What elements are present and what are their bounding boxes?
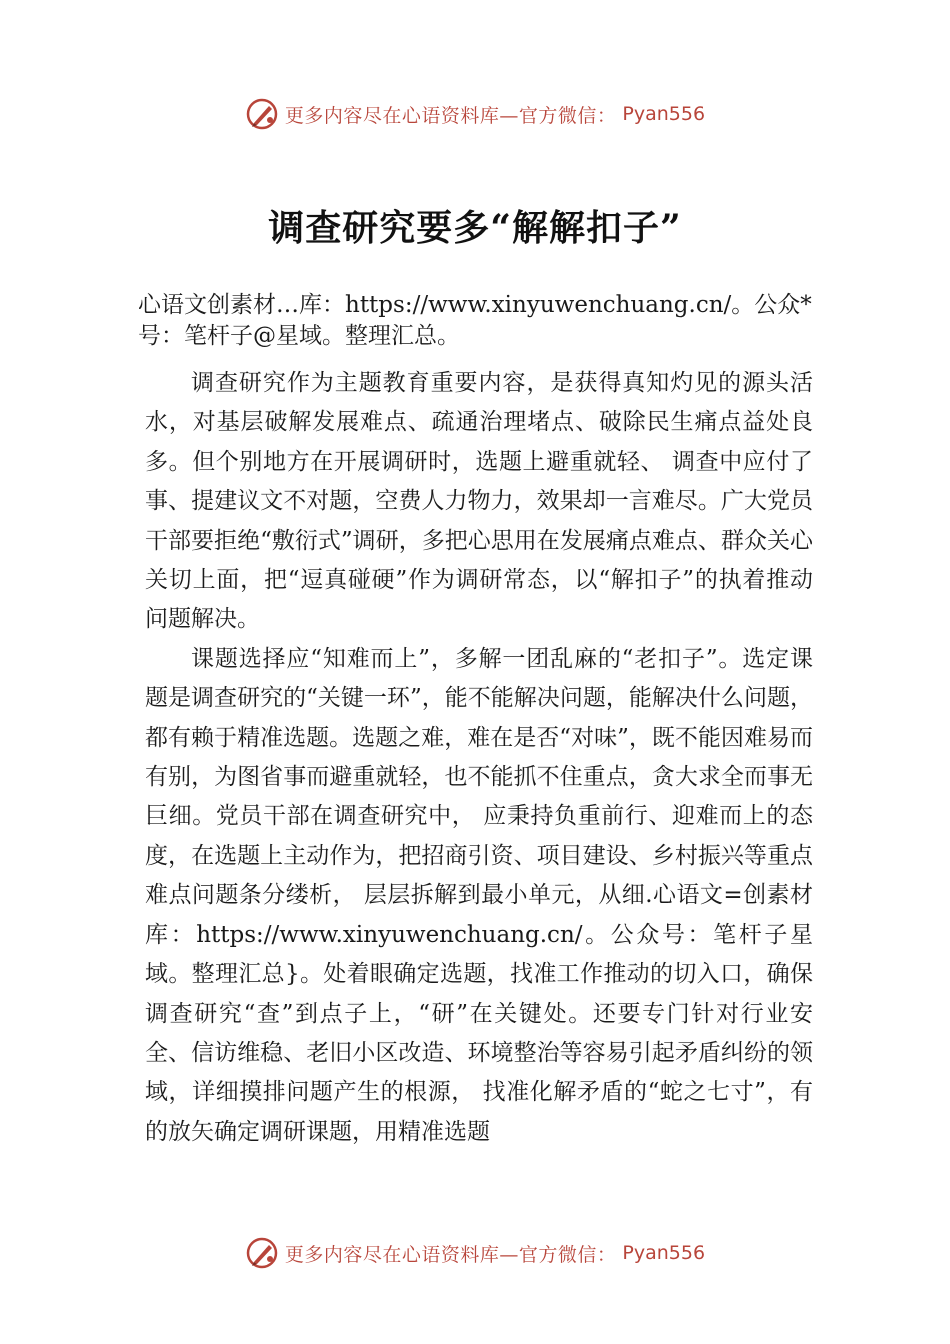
header-banner	[0, 94, 950, 134]
paragraph: 课题选择应“知难而上”，多解一团乱麻的“老扣子”。选定课题是调查研究的“关键一环”，能不能解决问题，能解决什么问题，都有赖于精准选题。选题之难，难在是否“对味”，既不能因难易而有别，为图省事而避重就轻，也不能抓不住重点，贪大求全而事无巨细。党员干部在调查研究中， 应秉持负重前行、迎难而上的态度，在选题上主动作为，把招商引资、项目建设、乡村振兴等重点难点问题条分缕析， 层层拆解到最小单元，从细.心语文=创素材库：https://www.xinyuwenchuang.cn/。公众号：笔杆子星域。整理汇总}。处着眼确定选题，找准工作推动的切入口，确保调查研究“查”到点子上，“研”在关键处。还要专门针对行业安全、信访维稳、老旧小区改造、环境整治等容易引起矛盾纠纷的领域，详细摸排问题产生的根源， 找准化解矛盾的“蛇之七寸”，有的放矢确定调研课题，用精准选题	[145, 645, 813, 1145]
document-title: 调查研究要多“解解扣子”	[268, 207, 682, 249]
footer-banner	[0, 1233, 950, 1273]
pen-logo-icon	[245, 97, 279, 131]
paragraph: 调查研究作为主题教育重要内容，是获得真知灼见的源头活水，对基层破解发展难点、疏通治理堵点、破除民生痛点益处良多。但个别地方在开展调研时，选题上避重就轻、 调查中应付了事、提建议文不对题，空费人力物力，效果却一言难尽。广大党员干部要拒绝“敷衍式”调研，多把心思用在发展痛点难点、群众关心关切上面，把“逗真碰硬”作为调研常态，以“解扣子”的执着推动问题解决。	[145, 370, 813, 633]
banner-wechat-id: Pyan556	[622, 1242, 706, 1264]
banner-wechat-id: Pyan556	[622, 103, 706, 125]
source-line: 心语文创素材…库：https://www.xinyuwenchuang.cn/。公众*号：笔杆子@星域。整理汇总。	[138, 292, 812, 349]
document-body	[145, 364, 813, 1152]
banner-text: 更多内容尽在心语资料库—官方微信：	[284, 1243, 617, 1266]
pen-logo-icon	[245, 1236, 279, 1270]
banner-text: 更多内容尽在心语资料库—官方微信：	[284, 104, 617, 127]
